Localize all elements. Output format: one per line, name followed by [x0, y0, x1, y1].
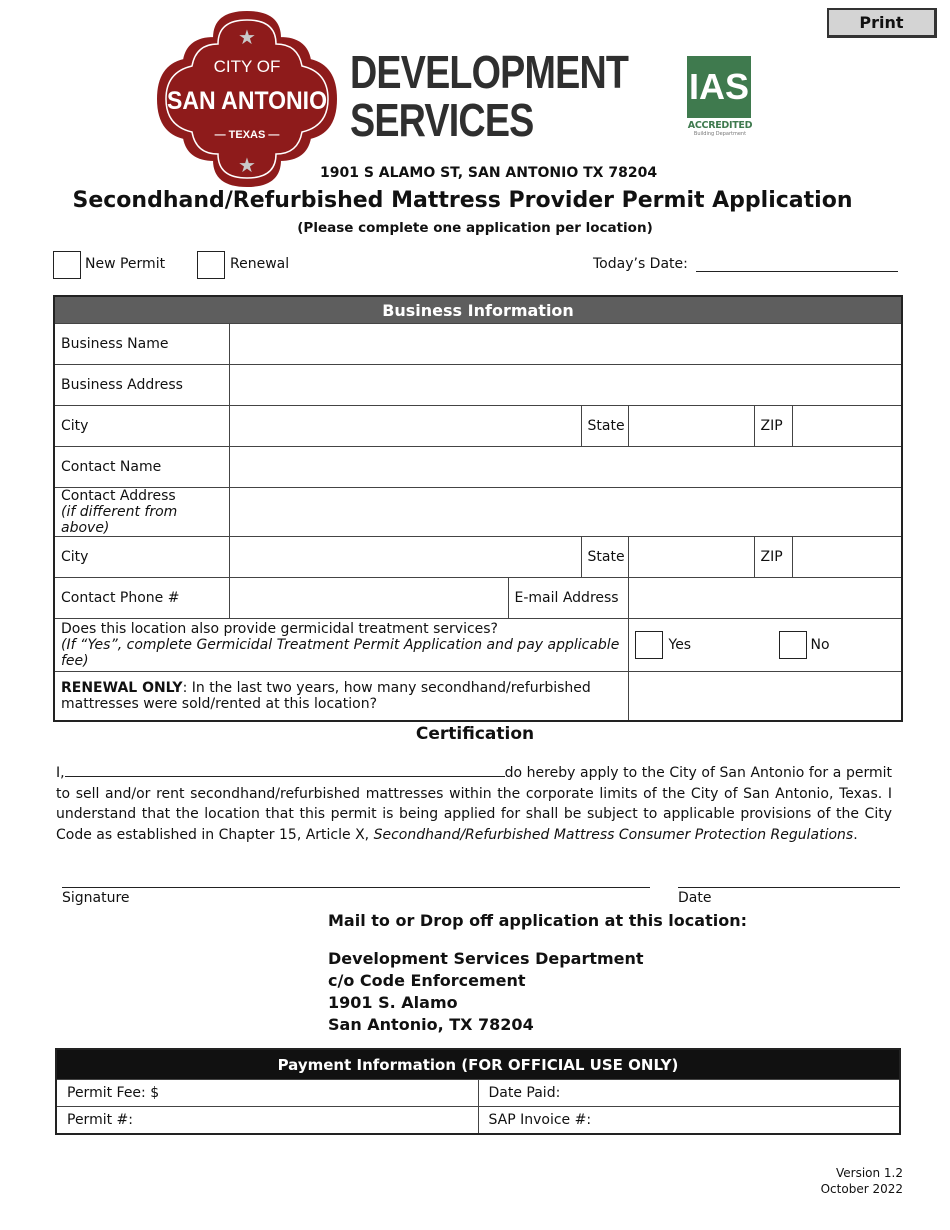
- mail-address-block: [328, 910, 747, 1036]
- form-title: Secondhand/Refurbished Mattress Provider Permit Application: [72, 188, 853, 213]
- business-name-label: Business Name: [54, 324, 229, 365]
- new-permit-checkbox[interactable]: [53, 251, 81, 279]
- certification-body: [56, 762, 892, 845]
- version-number: Version 1.2: [835, 1166, 903, 1180]
- mail-line-4: San Antonio, TX 78204: [328, 1015, 534, 1034]
- cert-prefix: I,: [56, 765, 65, 781]
- contact-address-field[interactable]: [229, 488, 902, 537]
- mail-heading: Mail to or Drop off application at this location:: [328, 911, 747, 930]
- cert-regulation-name: Secondhand/Refurbished Mattress Consumer Protection Regulations: [373, 826, 854, 843]
- signature-date-field[interactable]: [678, 886, 900, 888]
- germicidal-no-checkbox[interactable]: [779, 631, 807, 659]
- contact-phone-label: Contact Phone #: [54, 578, 229, 619]
- ias-logo: IAS: [687, 56, 751, 118]
- seal-city-text: SAN ANTONIO: [167, 87, 327, 115]
- contact-phone-field[interactable]: [229, 578, 508, 619]
- applicant-name-field[interactable]: [65, 762, 505, 777]
- business-state-label: State: [581, 406, 628, 447]
- dept-line-2: SERVICES: [350, 94, 534, 146]
- sap-invoice-field[interactable]: SAP Invoice #:: [478, 1107, 900, 1135]
- date-paid-field[interactable]: Date Paid:: [478, 1080, 900, 1107]
- email-label: E-mail Address: [508, 578, 628, 619]
- new-permit-label: New Permit: [85, 256, 166, 272]
- version-date: October 2022: [820, 1182, 903, 1196]
- business-address-label: Business Address: [54, 365, 229, 406]
- contact-zip-label: ZIP: [754, 537, 792, 578]
- contact-name-field[interactable]: [229, 447, 902, 488]
- print-button[interactable]: Print: [827, 8, 937, 38]
- business-info-header: Business Information: [54, 296, 902, 324]
- contact-address-note: (if different from above): [61, 504, 178, 536]
- ias-subtext: Building Department: [693, 131, 747, 137]
- contact-city-label: City: [54, 537, 229, 578]
- seal-city-of-text: CITY OF: [213, 57, 281, 76]
- signature-label: Signature: [62, 890, 130, 906]
- renewal-only-label: RENEWAL ONLY: [61, 679, 183, 696]
- business-zip-field[interactable]: [792, 406, 902, 447]
- contact-city-field[interactable]: [229, 537, 581, 578]
- mail-line-2: c/o Code Enforcement: [328, 971, 526, 990]
- signature-date-label: Date: [678, 890, 712, 906]
- contact-address-label: [54, 488, 229, 537]
- business-name-field[interactable]: [229, 324, 902, 365]
- business-city-field[interactable]: [229, 406, 581, 447]
- cert-end: .: [853, 826, 858, 843]
- version-info: [821, 1165, 903, 1197]
- germicidal-note: (If “Yes”, complete Germicidal Treatment Permit Application and pay applicable fee): [61, 637, 620, 669]
- form-subtitle: (Please complete one application per location): [297, 220, 653, 236]
- contact-name-label: Contact Name: [54, 447, 229, 488]
- contact-address-text: Contact Address: [61, 488, 176, 504]
- renewal-label: Renewal: [230, 256, 290, 272]
- germicidal-question: [54, 619, 628, 672]
- germicidal-yes-label: Yes: [668, 637, 692, 653]
- ias-accredited-text: ACCREDITED: [687, 120, 753, 131]
- mail-line-1: Development Services Department: [328, 949, 644, 968]
- renewal-question-text: : In the last two years, how many secondhand/refurbished mattresses were sold/rented at this location?: [61, 679, 591, 712]
- todays-date-label: Today’s Date:: [593, 256, 688, 272]
- city-seal-logo: [156, 10, 338, 188]
- business-info-table: [53, 295, 903, 722]
- signature-field[interactable]: [62, 886, 650, 888]
- payment-info-table: [55, 1048, 901, 1135]
- svg-text:★: ★: [238, 153, 256, 177]
- certification-title: Certification: [415, 724, 535, 744]
- dept-line-1: DEVELOPMENT: [350, 46, 629, 98]
- business-city-label: City: [54, 406, 229, 447]
- mail-line-3: 1901 S. Alamo: [328, 993, 458, 1012]
- renewal-count-field[interactable]: [628, 672, 902, 721]
- permit-number-field[interactable]: Permit #:: [56, 1107, 478, 1135]
- svg-text:★: ★: [238, 25, 256, 49]
- contact-zip-field[interactable]: [792, 537, 902, 578]
- renewal-checkbox[interactable]: [197, 251, 225, 279]
- business-state-field[interactable]: [628, 406, 754, 447]
- business-zip-label: ZIP: [754, 406, 792, 447]
- germicidal-question-text: Does this location also provide germicidal treatment services?: [61, 621, 498, 637]
- germicidal-yes-checkbox[interactable]: [635, 631, 663, 659]
- contact-state-label: State: [581, 537, 628, 578]
- todays-date-field[interactable]: [696, 270, 898, 272]
- contact-state-field[interactable]: [628, 537, 754, 578]
- header-address: 1901 S ALAMO ST, SAN ANTONIO TX 78204: [320, 165, 658, 181]
- email-field[interactable]: [628, 578, 902, 619]
- renewal-question: [54, 672, 628, 721]
- department-title: [350, 48, 628, 144]
- payment-info-header: Payment Information (FOR OFFICIAL USE ONLY): [56, 1049, 900, 1080]
- permit-fee-field[interactable]: Permit Fee: $: [56, 1080, 478, 1107]
- cert-text: do hereby apply to the City of San Antonio for a permit to sell and/or rent secondhand/refurbished mattresses within the corporate limits of the City of San Antonio, Texas. I understand that the location that this permit is being applied for shall be subject to applicable provisions of the City Code as established in Chapter 15, Article X,: [56, 765, 892, 843]
- seal-state-text: — TEXAS —: [214, 129, 280, 141]
- germicidal-no-label: No: [810, 637, 830, 653]
- business-address-field[interactable]: [229, 365, 902, 406]
- germicidal-options: [628, 619, 902, 672]
